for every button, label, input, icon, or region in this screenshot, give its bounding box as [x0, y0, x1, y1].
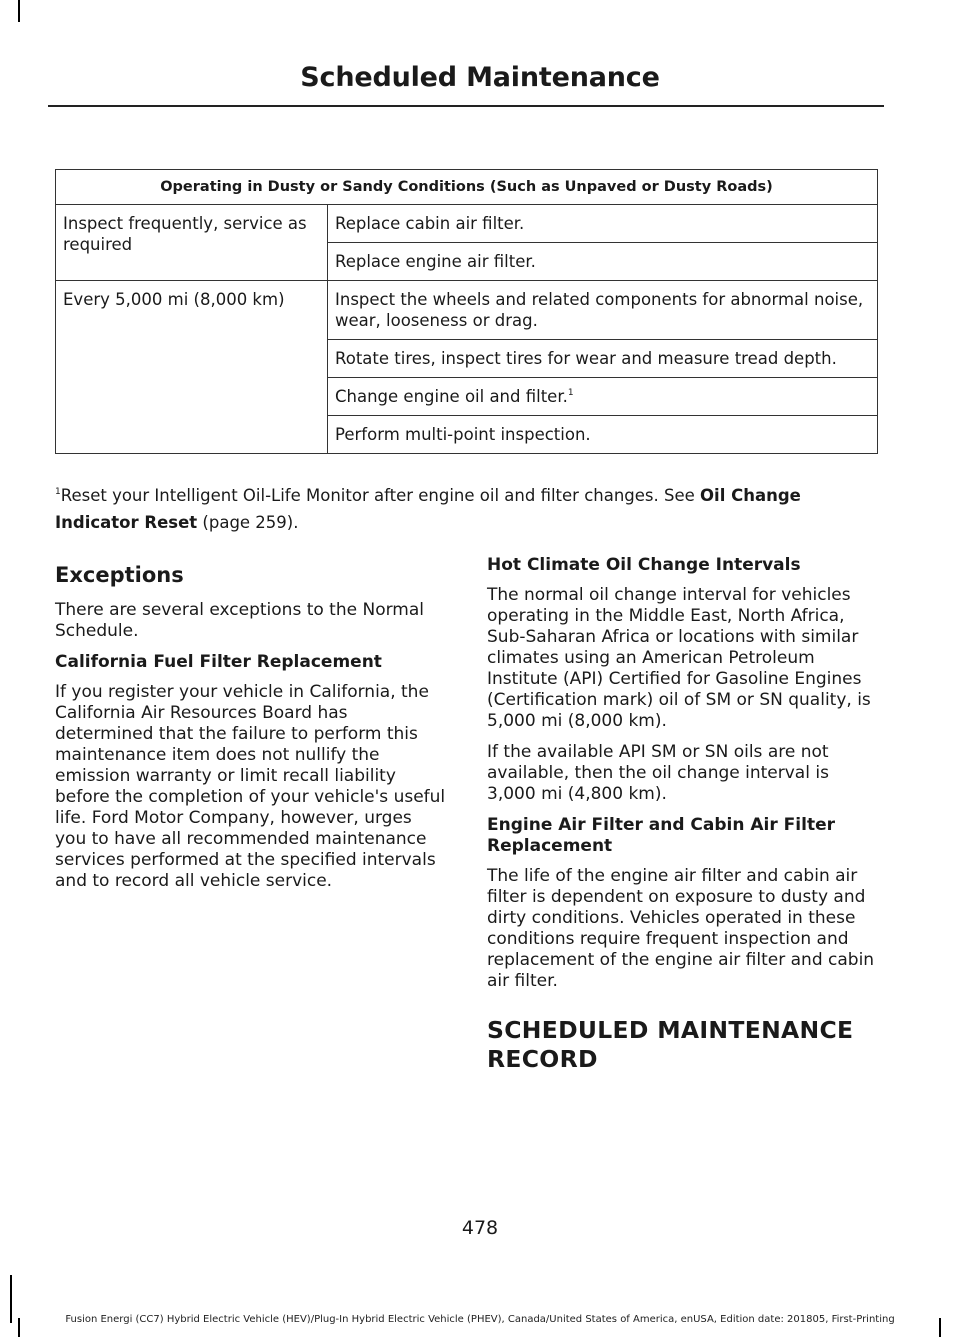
footnote-marker: 1 [567, 388, 574, 398]
action-cell: Perform multi-point inspection. [328, 416, 878, 454]
maintenance-record-heading: RECORD [487, 1045, 598, 1073]
page-reference: (page 259). [197, 513, 299, 532]
table-footnote [55, 482, 881, 536]
page-footer: Fusion Energi (CC7) Hybrid Electric Vehicle (HEV)/Plug-In Hybrid Electric Vehicle (PHEV), Canada/United States of America, enUSA, Edition date: 201805, First-Printing [65, 1314, 895, 1325]
action-cell: Inspect the wheels and related components for abnormal noise, wear, looseness or drag. [328, 281, 878, 340]
hot-climate-heading: Hot Climate Oil Change Intervals [487, 555, 801, 575]
page-title: Scheduled Maintenance [300, 62, 660, 93]
dusty-conditions-table [55, 169, 878, 454]
title-divider [48, 105, 884, 107]
air-filter-heading: Engine Air Filter and Cabin Air Filter Replacement [487, 815, 835, 856]
action-cell: Rotate tires, inspect tires for wear and measure tread depth. [328, 340, 878, 378]
maintenance-record-heading: SCHEDULED MAINTENANCE [487, 1016, 854, 1044]
hot-climate-paragraph: If the available API SM or SN oils are not available, then the oil change interval is 3,000 mi (4,800 km). [487, 742, 829, 804]
exceptions-heading: Exceptions [55, 563, 184, 587]
action-cell [328, 378, 878, 416]
table-heading: Operating in Dusty or Sandy Conditions (Such as Unpaved or Dusty Roads) [56, 170, 878, 205]
left-column [55, 560, 448, 902]
table-row [56, 281, 878, 340]
action-cell: Replace cabin air filter. [328, 205, 878, 243]
hot-climate-paragraph: The normal oil change interval for vehicles operating in the Middle East, North Africa, Sub-Saharan Africa or locations with similar climates using an American Petroleum Institute (API) Certified for Gasoline Engines (Certification mark) oil of SM or SN quality, is 5,000 mi (8,000 km). [487, 585, 871, 731]
right-column [487, 555, 880, 1074]
action-text: Change engine oil and filter. [335, 387, 568, 406]
air-filter-paragraph: The life of the engine air filter and cabin air filter is dependent on exposure to dusty and dirty conditions. Vehicles operated in these conditions require frequent inspection and replacement of the engine air filter and cabin air filter. [487, 866, 875, 991]
footnote-marker: 1 [55, 487, 61, 497]
footnote-text: Reset your Intelligent Oil-Life Monitor after engine oil and filter changes. See [60, 486, 701, 505]
interval-cell: Inspect frequently, service as required [56, 205, 328, 281]
page-number: 478 [461, 1217, 499, 1239]
crop-mark [18, 0, 20, 22]
cross-reference-link[interactable]: Oil Change Indicator Reset [55, 486, 801, 532]
california-filter-body: If you register your vehicle in California, the California Air Resources Board has determined that the failure to perform this maintenance item does not nullify the emission warranty or limit recall liability before the completion of your vehicle's useful life. Ford Motor Company, however, urges you to have all recommended maintenance services performed at the specified intervals and to record all vehicle service. [55, 682, 446, 891]
table-row [56, 205, 878, 243]
action-cell: Replace engine air filter. [328, 243, 878, 281]
california-filter-heading: California Fuel Filter Replacement [55, 652, 382, 672]
interval-cell: Every 5,000 mi (8,000 km) [56, 281, 328, 454]
exceptions-intro: There are several exceptions to the Normal Schedule. [55, 600, 424, 641]
